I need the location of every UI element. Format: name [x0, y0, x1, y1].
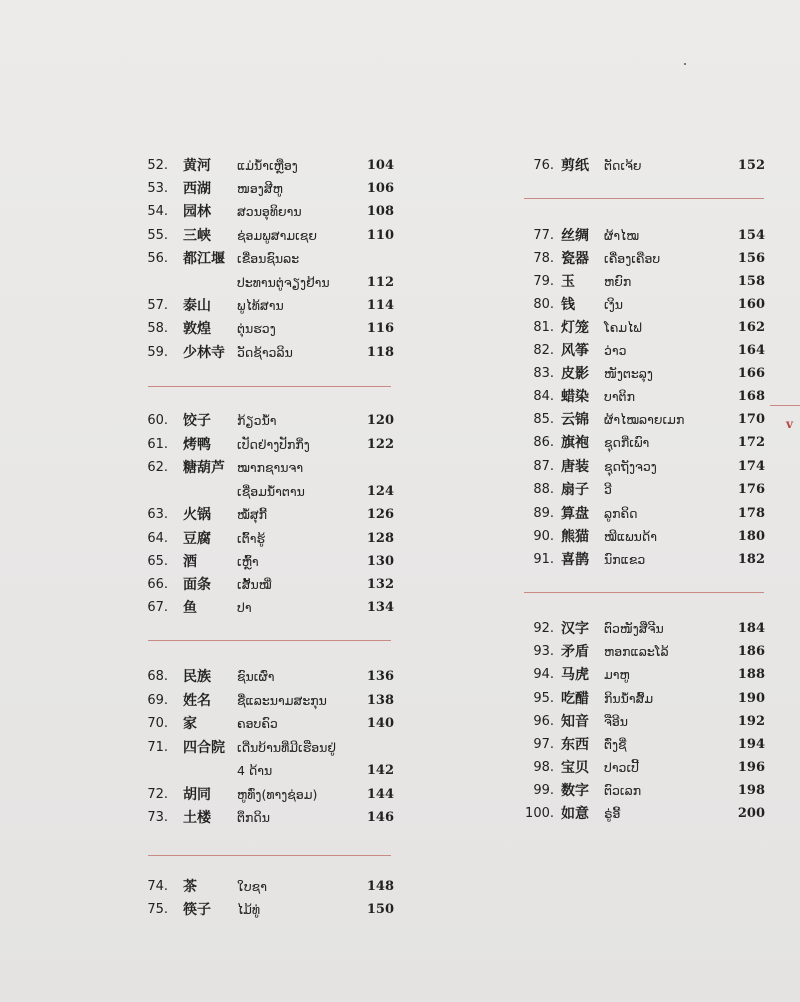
- entry-chinese-term: 熊猫: [561, 529, 589, 545]
- section-divider: [148, 386, 391, 387]
- entry-lao-term: ຊ່ອມພູສາມເຊຍ: [237, 228, 317, 243]
- entry-chinese-term: 喜鹊: [561, 552, 589, 568]
- toc-entry: [0, 803, 800, 825]
- entry-chinese-term: 钱: [561, 297, 575, 313]
- entry-lao-term: ຫຍົກ: [604, 274, 632, 289]
- entry-lao-term: ເປັດຢ່າງປັກກິ່ງ: [237, 437, 310, 452]
- entry-number: 94.: [533, 667, 554, 682]
- entry-number: 81.: [533, 320, 554, 335]
- entry-chinese-term: 土楼: [183, 810, 211, 826]
- entry-page-number: 142: [366, 763, 394, 778]
- entry-lao-term: ຕົວໜັງສືຈີນ: [604, 621, 664, 636]
- entry-page-number: 158: [737, 274, 765, 289]
- entry-lao-term: ຕຸ່ນຮວງ: [237, 321, 276, 336]
- entry-lao-term: ຊຸດຖັງຈວງ: [604, 459, 657, 474]
- entry-chinese-term: 面条: [183, 577, 211, 593]
- entry-page-number: 140: [366, 716, 394, 731]
- entry-page-number: 156: [737, 251, 765, 266]
- entry-lao-term: ໜອງສີຫູ: [237, 181, 283, 196]
- entry-number: 71.: [147, 740, 168, 755]
- entry-number: 100.: [525, 806, 554, 821]
- entry-chinese-term: 西湖: [183, 181, 211, 197]
- entry-number: 53.: [147, 181, 168, 196]
- entry-lao-term: ກ້ຽວນ້ຳ: [237, 413, 277, 428]
- toc-entry: [0, 294, 800, 316]
- entry-lao-term: ພູໄທ້ສານ: [237, 298, 284, 313]
- entry-page-number: 146: [366, 810, 394, 825]
- entry-page-number: 192: [737, 714, 765, 729]
- entry-chinese-term: 知音: [561, 714, 589, 730]
- toc-entry: [0, 503, 800, 525]
- entry-lao-term: ເດີ່ນບ້ານທີ່ມີເຮືອນຢູ່: [237, 740, 337, 755]
- entry-number: 99.: [533, 783, 554, 798]
- entry-number: 87.: [533, 459, 554, 474]
- entry-page-number: 112: [366, 275, 394, 290]
- entry-page-number: 166: [737, 366, 765, 381]
- toc-entry: [0, 248, 800, 270]
- entry-page-number: 194: [737, 737, 765, 752]
- entry-chinese-term: 茶: [183, 879, 197, 895]
- entry-number: 61.: [147, 437, 168, 452]
- entry-number: 95.: [533, 691, 554, 706]
- entry-lao-term: ປະທານຕູ່ຈຽງຢ້ານ: [237, 275, 330, 290]
- toc-entry: [0, 641, 800, 663]
- entry-number: 75.: [147, 902, 168, 917]
- entry-page-number: 160: [737, 297, 765, 312]
- entry-chinese-term: 酒: [183, 554, 197, 570]
- entry-chinese-term: 吃醋: [561, 691, 589, 707]
- toc-entry: [0, 734, 800, 756]
- entry-chinese-term: 姓名: [183, 693, 211, 709]
- entry-lao-term: ແມ່ນ້ຳເຫຼືອງ: [237, 158, 298, 173]
- entry-page-number: 134: [366, 600, 394, 615]
- entry-page-number: 186: [737, 644, 765, 659]
- entry-page-number: 128: [366, 531, 394, 546]
- entry-chinese-term: 旗袍: [561, 435, 589, 451]
- entry-number: 83.: [533, 366, 554, 381]
- entry-chinese-term: 数字: [561, 783, 589, 799]
- entry-chinese-term: 家: [183, 716, 197, 732]
- entry-page-number: 170: [737, 412, 765, 427]
- entry-page-number: 110: [366, 228, 394, 243]
- entry-lao-term: ເຊື່ອມນ້ຳຕານ: [237, 484, 305, 499]
- section-divider: [148, 640, 391, 641]
- entry-lao-term: ໂຄມໄຟ: [604, 320, 642, 335]
- entry-number: 57.: [147, 298, 168, 313]
- entry-chinese-term: 鱼: [183, 600, 197, 616]
- toc-entry: [0, 549, 800, 571]
- entry-chinese-term: 少林寺: [183, 345, 225, 361]
- entry-chinese-term: 豆腐: [183, 531, 211, 547]
- entry-number: 52.: [147, 158, 168, 173]
- entry-lao-term: ຊຸດກີ່ເພົາ: [604, 435, 650, 450]
- entry-page-number: 108: [366, 204, 394, 219]
- entry-number: 62.: [147, 460, 168, 475]
- entry-lao-term: ຕັດເຈ້ຍ: [604, 158, 642, 173]
- entry-lao-term: ບາຕິກ: [604, 389, 635, 404]
- entry-page-number: 154: [737, 228, 765, 243]
- entry-page-number: 104: [366, 158, 394, 173]
- entry-page-number: 120: [366, 413, 394, 428]
- entry-number: 68.: [147, 669, 168, 684]
- entry-lao-term: ຊື່ແລະນາມສະກຸນ: [237, 693, 327, 708]
- entry-lao-term: ເງິນ: [604, 297, 623, 312]
- toc-entry: [0, 618, 800, 640]
- entry-lao-term: ວ່າວ: [604, 343, 627, 358]
- entry-page-number: 114: [366, 298, 394, 313]
- entry-number: 85.: [533, 412, 554, 427]
- entry-lao-term: ລູກຄິດ: [604, 506, 638, 521]
- entry-chinese-term: 玉: [561, 274, 575, 290]
- entry-page-number: 190: [737, 691, 765, 706]
- entry-number: 88.: [533, 482, 554, 497]
- toc-entry: [0, 271, 800, 293]
- entry-lao-term: ໝີແພນດ້າ: [604, 529, 657, 544]
- toc-entry: [0, 340, 800, 362]
- entry-chinese-term: 三峡: [183, 228, 211, 244]
- entry-page-number: 178: [737, 506, 765, 521]
- toc-entry: [0, 757, 800, 779]
- entry-chinese-term: 园林: [183, 204, 211, 220]
- entry-number: 98.: [533, 760, 554, 775]
- entry-page-number: 184: [737, 621, 765, 636]
- entry-lao-term: ໝາກຊານຈາ: [237, 460, 304, 475]
- entry-number: 60.: [147, 413, 168, 428]
- entry-chinese-term: 火锅: [183, 507, 211, 523]
- entry-chinese-term: 剪纸: [561, 158, 589, 174]
- entry-number: 69.: [147, 693, 168, 708]
- entry-page-number: 106: [366, 181, 394, 196]
- entry-page-number: 150: [366, 902, 394, 917]
- entry-lao-term: ເຕົ້າຮູ້: [237, 531, 265, 546]
- entry-page-number: 132: [366, 577, 394, 592]
- entry-page-number: 196: [737, 760, 765, 775]
- entry-number: 72.: [147, 787, 168, 802]
- entry-page-number: 168: [737, 389, 765, 404]
- entry-number: 65.: [147, 554, 168, 569]
- entry-lao-term: ຫູທົ່ງ(ທາງຊ່ອມ): [237, 787, 318, 802]
- entry-number: 91.: [533, 552, 554, 567]
- entry-number: 79.: [533, 274, 554, 289]
- entry-number: 73.: [147, 810, 168, 825]
- entry-number: 77.: [533, 228, 554, 243]
- entry-lao-term: ຕຶກດິນ: [237, 810, 271, 825]
- entry-lao-term: ເຄື່ອງເຄືອບ: [604, 251, 661, 266]
- toc-entry: [0, 711, 800, 733]
- entry-number: 78.: [533, 251, 554, 266]
- entry-chinese-term: 瓷器: [561, 251, 589, 267]
- entry-number: 74.: [147, 879, 168, 894]
- entry-lao-term: ວັດຊ້າວລິນ: [237, 345, 293, 360]
- toc-entry: [0, 664, 800, 686]
- entry-page-number: 188: [737, 667, 765, 682]
- entry-number: 86.: [533, 435, 554, 450]
- entry-lao-term: ຫອກແລະໂລ້: [604, 644, 669, 659]
- entry-lao-term: ຕົ່ງຊີ່: [604, 737, 627, 752]
- entry-chinese-term: 饺子: [183, 413, 211, 429]
- entry-lao-term: ປາວເປີ້: [604, 760, 639, 775]
- entry-page-number: 172: [737, 435, 765, 450]
- entry-number: 76.: [533, 158, 554, 173]
- entry-lao-term: ຊົນເຜົ່າ: [237, 669, 275, 684]
- section-divider: [148, 855, 391, 856]
- edge-marker-line: [770, 405, 800, 406]
- entry-number: 96.: [533, 714, 554, 729]
- entry-lao-term: ໃບຊາ: [237, 879, 267, 894]
- toc-entry: [0, 386, 800, 408]
- entry-chinese-term: 泰山: [183, 298, 211, 314]
- entry-chinese-term: 糖葫芦: [183, 460, 225, 476]
- entry-page-number: 122: [366, 437, 394, 452]
- entry-number: 67.: [147, 600, 168, 615]
- entry-lao-term: ຜ້າໄໝລາຍເມກ: [604, 412, 685, 427]
- entry-page-number: 116: [366, 321, 394, 336]
- entry-lao-term: ເຂື່ອນຊົນລະ: [237, 251, 300, 266]
- entry-lao-term: ຜ້າໄໝ: [604, 228, 640, 243]
- entry-lao-term: ສວນອຸທິຍານ: [237, 204, 302, 219]
- entry-chinese-term: 风筝: [561, 343, 589, 359]
- toc-entry: [0, 688, 800, 710]
- toc-entry: [0, 363, 800, 385]
- entry-chinese-term: 黄河: [183, 158, 211, 174]
- entry-chinese-term: 丝绸: [561, 228, 589, 244]
- entry-chinese-term: 东西: [561, 737, 589, 753]
- entry-number: 58.: [147, 321, 168, 336]
- entry-number: 59.: [147, 345, 168, 360]
- entry-chinese-term: 皮影: [561, 366, 589, 382]
- entry-chinese-term: 汉字: [561, 621, 589, 637]
- entry-number: 66.: [147, 577, 168, 592]
- entry-chinese-term: 云锦: [561, 412, 589, 428]
- entry-lao-term: ກິນນ້ຳສົ້ມ: [604, 691, 654, 706]
- toc-entry: [0, 155, 800, 177]
- entry-chinese-term: 蜡染: [561, 389, 589, 405]
- entry-chinese-term: 算盘: [561, 506, 589, 522]
- entry-page-number: 130: [366, 554, 394, 569]
- entry-page-number: 144: [366, 787, 394, 802]
- entry-chinese-term: 宝贝: [561, 760, 589, 776]
- toc-entry: [0, 317, 800, 339]
- entry-lao-term: ໝໍ້ສຸກີ້: [237, 507, 268, 522]
- entry-page-number: 136: [366, 669, 394, 684]
- entry-number: 54.: [147, 204, 168, 219]
- entry-lao-term: ເຫຼົ້າ: [237, 554, 259, 569]
- entry-page-number: 126: [366, 507, 394, 522]
- entry-lao-term: 4 ດ້ານ: [237, 763, 273, 778]
- entry-number: 97.: [533, 737, 554, 752]
- entry-number: 90.: [533, 529, 554, 544]
- entry-page-number: 174: [737, 459, 765, 474]
- entry-lao-term: ປາ: [237, 600, 252, 615]
- entry-page-number: 148: [366, 879, 394, 894]
- entry-chinese-term: 敦煌: [183, 321, 211, 337]
- entry-number: 92.: [533, 621, 554, 636]
- entry-lao-term: ໄມ້ທູ່: [237, 902, 261, 917]
- entry-number: 56.: [147, 251, 168, 266]
- entry-lao-term: ວີ: [604, 482, 612, 497]
- entry-chinese-term: 四合院: [183, 740, 225, 756]
- entry-page-number: 162: [737, 320, 765, 335]
- entry-chinese-term: 民族: [183, 669, 211, 685]
- entry-lao-term: ມາຫູ: [604, 667, 630, 682]
- entry-page-number: 176: [737, 482, 765, 497]
- entry-chinese-term: 筷子: [183, 902, 211, 918]
- entry-chinese-term: 烤鸭: [183, 437, 211, 453]
- entry-lao-term: ເສັ້ນໝີ່: [237, 577, 272, 592]
- entry-lao-term: ຄອບຄົວ: [237, 716, 278, 731]
- toc-entry: [0, 432, 800, 454]
- entry-page-number: 198: [737, 783, 765, 798]
- entry-chinese-term: 马虎: [561, 667, 589, 683]
- entry-number: 64.: [147, 531, 168, 546]
- page-marker: v: [786, 417, 793, 431]
- entry-number: 93.: [533, 644, 554, 659]
- entry-page-number: 164: [737, 343, 765, 358]
- entry-chinese-term: 矛盾: [561, 644, 589, 660]
- entry-number: 63.: [147, 507, 168, 522]
- entry-page-number: 200: [737, 806, 765, 821]
- entry-number: 80.: [533, 297, 554, 312]
- entry-page-number: 180: [737, 529, 765, 544]
- entry-page-number: 118: [366, 345, 394, 360]
- entry-number: 84.: [533, 389, 554, 404]
- section-divider: [524, 198, 764, 199]
- entry-lao-term: ຣູ່ອີ້: [604, 806, 621, 821]
- entry-chinese-term: 胡同: [183, 787, 211, 803]
- entry-lao-term: ໜັງຕະລຸງ: [604, 366, 653, 381]
- entry-chinese-term: 如意: [561, 806, 589, 822]
- toc-entry: [0, 225, 800, 247]
- entry-chinese-term: 扇子: [561, 482, 589, 498]
- entry-number: 89.: [533, 506, 554, 521]
- entry-lao-term: ຈືອີນ: [604, 714, 628, 729]
- toc-entry: [0, 409, 800, 431]
- entry-chinese-term: 都江堰: [183, 251, 225, 267]
- entry-page-number: 124: [366, 484, 394, 499]
- toc-entry: [0, 526, 800, 548]
- entry-chinese-term: 唐装: [561, 459, 589, 475]
- entry-number: 82.: [533, 343, 554, 358]
- entry-number: 55.: [147, 228, 168, 243]
- toc-entry: [0, 780, 800, 802]
- entry-number: 70.: [147, 716, 168, 731]
- entry-page-number: 152: [737, 158, 765, 173]
- entry-page-number: 138: [366, 693, 394, 708]
- section-divider: [524, 592, 764, 593]
- entry-lao-term: ນົກແຂວ: [604, 552, 646, 567]
- toc-entry: [0, 479, 800, 501]
- entry-lao-term: ຕົວເລກ: [604, 783, 642, 798]
- entry-chinese-term: 灯笼: [561, 320, 589, 336]
- toc-entry: [0, 456, 800, 478]
- entry-page-number: 182: [737, 552, 765, 567]
